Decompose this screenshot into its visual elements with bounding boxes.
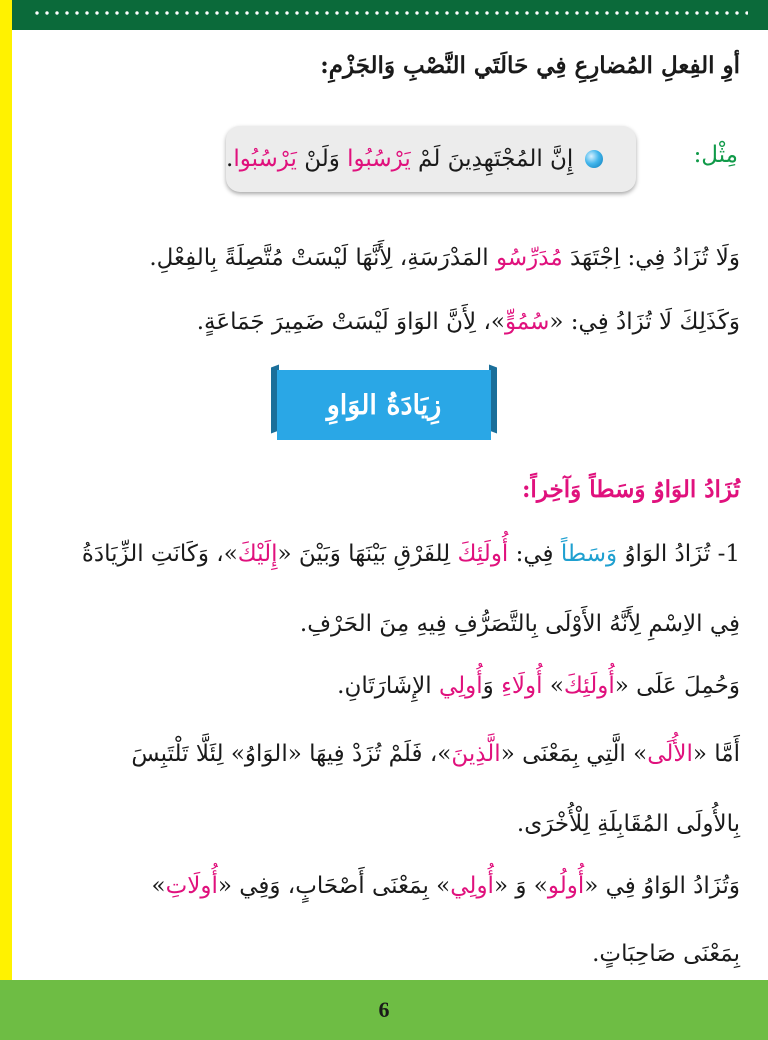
- paragraph-amma: أَمَّا «الأُلَى» الَّتِي بِمَعْنَى «الَّذِينَ»، فَلَمْ تُزَدْ فِيهَا «الوَاوُ» لِئَلَّا تَلْتَبِسَ: [131, 741, 740, 767]
- paragraph-line-3: وَلَا تُزَادُ فِي: اِجْتَهَدَ مُدَرِّسُو المَدْرَسَةِ، لِأَنَّهَا لَيْسَتْ مُتَّصِلَةً بِالفِعْلِ.: [149, 245, 740, 271]
- bullet-icon: [585, 150, 603, 168]
- top-header-bar: [12, 0, 768, 30]
- example-label: مِثْل:: [693, 142, 738, 168]
- paragraph-tz: وَتُزَادُ الوَاوُ فِي «أُولُو» وَ «أُولِي» بِمَعْنَى أَصْحَابٍ، وَفِي «أُولَاتِ»: [151, 873, 740, 899]
- paragraph-last: بِمَعْنَى صَاحِبَاتٍ.: [592, 941, 740, 967]
- item-1-line-1: 1- تُزَادُ الوَاوُ وَسَطاً فِي: أُولَئِكَ لِلفَرْقِ بَيْنَهَا وَبَيْنَ «إِلَيْكَ»، وَكَانَتِ الزِّيَادَةُ: [81, 541, 740, 567]
- intro-line: أوِ الفِعلِ المُضارِعِ فِي حَالَتَي النَّصْبِ وَالجَزْمِ:: [320, 52, 740, 79]
- section-banner: زِيَادَةُ الوَاوِ: [277, 370, 491, 440]
- page-number: 6: [378, 997, 390, 1022]
- paragraph-bil: بِالأُولَى المُقَابِلَةِ لِلْأُخْرَى.: [516, 811, 740, 837]
- paragraph-line-4: وَكَذَلِكَ لَا تُزَادُ فِي: «سُمُوٍّ»، لِأَنَّ الوَاوَ لَيْسَتْ ضَمِيرَ جَمَاعَةٍ.: [196, 309, 740, 335]
- dotted-border: [32, 11, 748, 15]
- left-yellow-bar: [0, 0, 12, 1040]
- paragraph-hml: وَحُمِلَ عَلَى «أُولَئِكَ» أُولَاءِ وَأُولِي الإِشَارَتَانِ.: [337, 673, 740, 699]
- section-heading: تُزَادُ الوَاوُ وَسَطاً وَآخِراً:: [521, 476, 740, 503]
- example-box: [226, 126, 636, 192]
- item-1-line-2: فِي الاِسْمِ لِأَنَّهُ الأَوْلَى بِالتَّصَرُّفِ فِيهِ مِنَ الحَرْفِ.: [299, 611, 740, 637]
- example-sentence: إِنَّ المُجْتَهِدِينَ لَمْ يَرْسُبُوا وَلَنْ يَرْسُبُوا.: [226, 146, 574, 172]
- footer-bar: [0, 980, 768, 1040]
